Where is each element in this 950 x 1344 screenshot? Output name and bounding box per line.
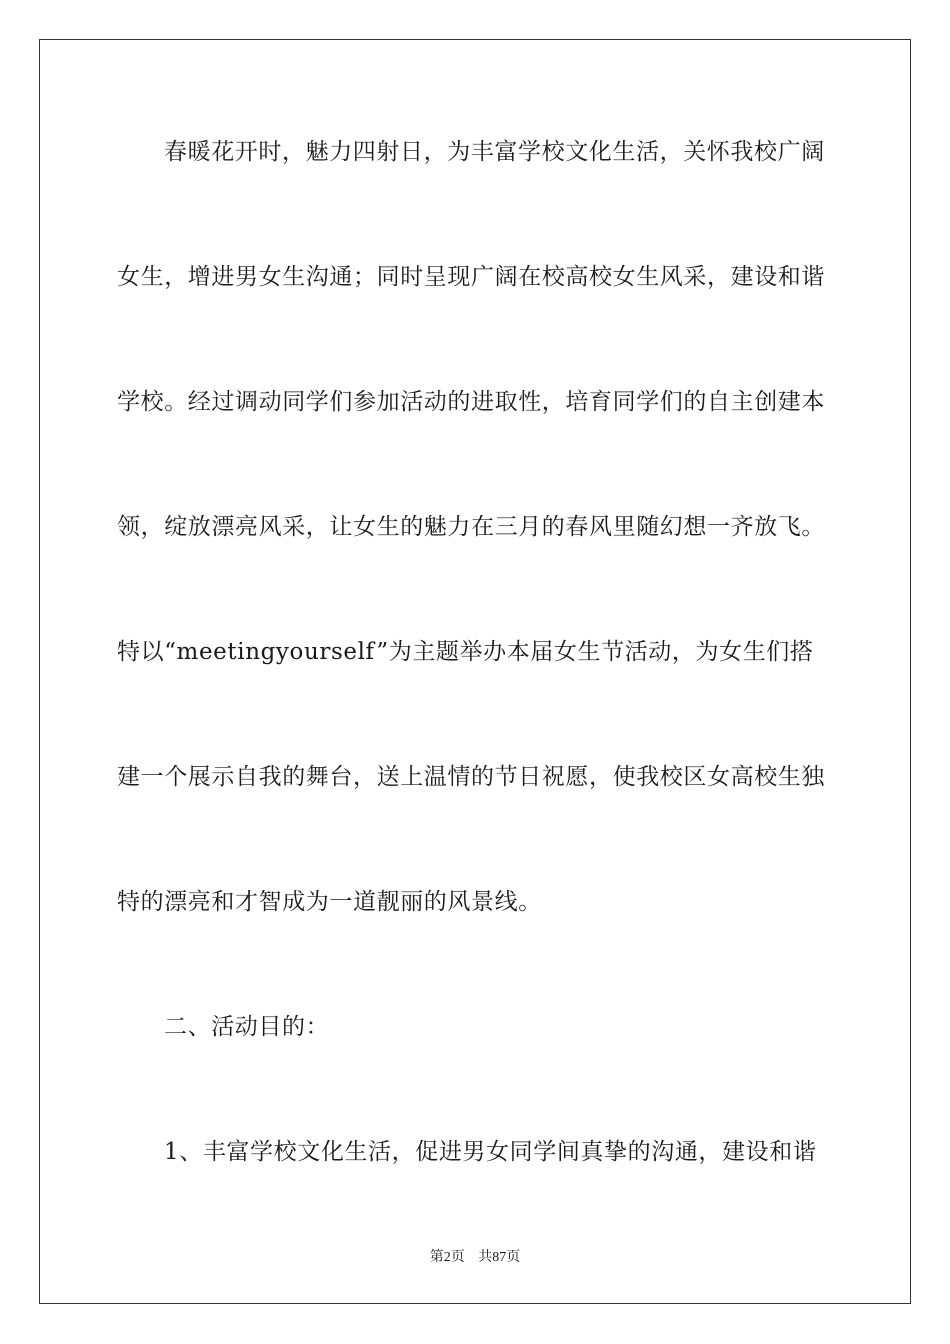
section-heading: 二、活动目的： bbox=[164, 1014, 330, 1040]
paragraph-line: 春暖花开时，魅力四射日，为丰富学校文化生活，关怀我校广阔 bbox=[164, 139, 825, 165]
page-footer bbox=[0, 1246, 950, 1266]
paragraph-line: 女生，增进男女生沟通；同时呈现广阔在校高校女生风采，建设和谐 bbox=[117, 264, 825, 290]
paragraph-line: 建一个展示自我的舞台，送上温情的节日祝愿，使我校区女高校生独 bbox=[117, 764, 825, 790]
paragraph-line: 学校。经过调动同学们参加活动的进取性，培育同学们的自主创建本 bbox=[117, 389, 825, 415]
page-total: 共87页 bbox=[478, 1250, 521, 1265]
list-item: 1、丰富学校文化生活，促进男女同学间真挚的沟通，建设和谐 bbox=[164, 1139, 817, 1165]
page-number: 第2页 bbox=[429, 1250, 465, 1265]
paragraph-line: 特的漂亮和才智成为一道靓丽的风景线。 bbox=[117, 889, 542, 915]
paragraph-line: 领，绽放漂亮风采，让女生的魅力在三月的春风里随幻想一齐放飞。 bbox=[117, 514, 825, 540]
paragraph-line: 特以“meetingyourself”为主题举办本届女生节活动，为女生们搭 bbox=[117, 639, 814, 665]
page-border bbox=[39, 39, 911, 1304]
